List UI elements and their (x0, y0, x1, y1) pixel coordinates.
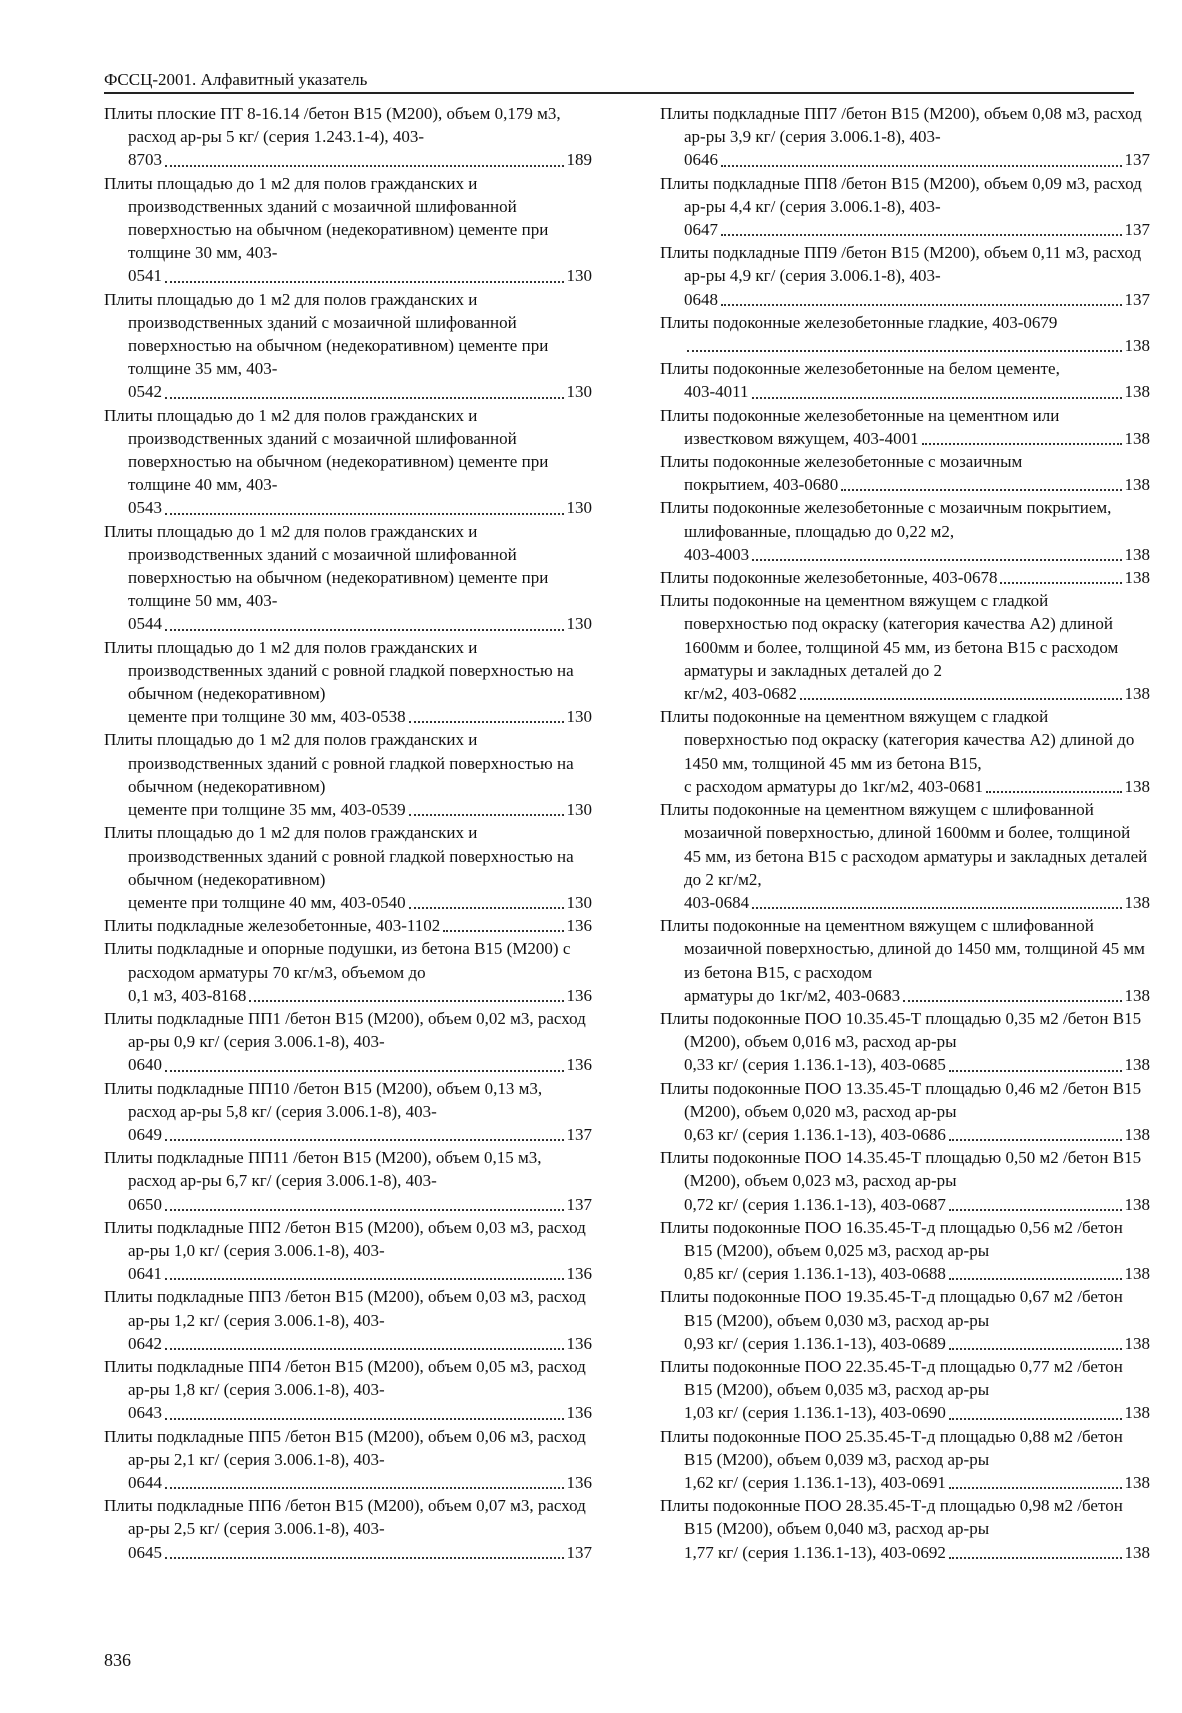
entry-text: Плиты площадью до 1 м2 для полов гражданских и производственных зданий с мозаичной шлифованной поверхностью на обычном (недекоративном) цементе при толщине 30 мм, 403- (104, 173, 549, 263)
entry-text: Плиты подкладные ПП2 /бетон В15 (М200), объем 0,03 м3, расход ар-ры 1,0 кг/ (серия 3.006.1-8), 403- (104, 1217, 586, 1260)
entry-code: 1,03 кг/ (серия 1.136.1-13), 403-0690 (684, 1403, 946, 1423)
entry-text: Плиты подоконные ПОО 13.35.45-Т площадью 0,46 м2 /бетон В15 (М200), объем 0,020 м3, расход ар-ры (660, 1078, 1142, 1121)
entry-page-ref: 136 (566, 1264, 592, 1284)
entry-code: 0641 (128, 1264, 162, 1284)
entry-code: 0650 (128, 1194, 162, 1214)
entry-page-ref: 138 (1124, 544, 1150, 564)
index-entry (104, 288, 592, 404)
index-entry (104, 520, 592, 636)
entry-code: цементе при толщине 35 мм, 403-0539 (128, 800, 406, 820)
index-entry (660, 172, 1150, 242)
dot-leader (800, 698, 1122, 700)
entry-text: Плиты подоконные железобетонные с мозаичным (660, 452, 1023, 472)
dot-leader (165, 1348, 564, 1350)
entry-page-ref: 136 (566, 1055, 592, 1075)
entry-page-ref: 130 (566, 707, 592, 727)
entry-page-ref: 136 (566, 1333, 592, 1353)
entry-page-ref: 130 (566, 800, 592, 820)
entry-code: 0,85 кг/ (серия 1.136.1-13), 403-0688 (684, 1264, 946, 1284)
index-entry (660, 705, 1150, 798)
entry-text: Плиты подкладные ПП9 /бетон В15 (М200), объем 0,11 м3, расход ар-ры 4,9 кг/ (серия 3.006.1-8), 403- (660, 243, 1142, 286)
entry-code: 0644 (128, 1472, 162, 1492)
dot-leader (409, 907, 564, 909)
index-entry (660, 1216, 1150, 1286)
entry-code: 0,1 м3, 403-8168 (128, 985, 247, 1005)
index-entry (104, 914, 592, 937)
entry-last-line (684, 775, 1150, 798)
dot-leader (949, 1209, 1122, 1211)
entry-text: Плиты подкладные ПП4 /бетон В15 (М200), объем 0,05 м3, расход ар-ры 1,8 кг/ (серия 3.006.1-8), 403- (104, 1356, 586, 1400)
entry-last-line (684, 891, 1150, 914)
entry-page-ref: 137 (566, 1124, 592, 1144)
index-entry (104, 1355, 592, 1425)
entry-text: Плиты площадью до 1 м2 для полов гражданских и производственных зданий с мозаичной шлифованной поверхностью на обычном (недекоративном) цементе при толщине 40 мм, 403- (104, 405, 549, 495)
dot-leader (752, 559, 1121, 561)
index-entry (660, 241, 1150, 311)
entry-page-ref: 138 (1124, 336, 1150, 356)
entry-last-line (660, 566, 1150, 589)
dot-leader (165, 1557, 564, 1559)
entry-code: Плиты подоконные железобетонные, 403-0678 (660, 568, 998, 588)
entry-code: 0541 (128, 266, 162, 286)
header-title: ФССЦ-2001. Алфавитный указатель (104, 70, 368, 89)
entry-page-ref: 138 (1124, 684, 1150, 704)
index-entry (104, 1494, 592, 1564)
entry-code: 0,33 кг/ (серия 1.136.1-13), 403-0685 (684, 1055, 946, 1075)
entry-code: 0,72 кг/ (серия 1.136.1-13), 403-0687 (684, 1194, 946, 1214)
entry-last-line (128, 891, 592, 914)
index-entry (660, 1146, 1150, 1216)
entry-page-ref: 130 (566, 266, 592, 286)
entry-code: 403-4003 (684, 544, 750, 564)
dot-leader (986, 791, 1121, 793)
entry-last-line (684, 1541, 1150, 1564)
entry-page-ref: 137 (566, 1542, 592, 1562)
index-entry (660, 914, 1150, 1007)
index-entry (660, 496, 1150, 566)
entry-code: 0649 (128, 1124, 162, 1144)
entry-text: Плиты подоконные ПОО 22.35.45-Т-д площадью 0,77 м2 /бетон В15 (М200), объем 0,035 м3, расход ар-ры (660, 1356, 1123, 1400)
dot-leader (949, 1557, 1122, 1559)
index-column-left (104, 102, 592, 1564)
index-entry (104, 102, 592, 172)
entry-code: 0648 (684, 289, 718, 309)
entry-page-ref: 137 (1124, 289, 1150, 309)
entry-page-ref: 138 (1124, 1542, 1150, 1562)
entry-code: 0,93 кг/ (серия 1.136.1-13), 403-0689 (684, 1333, 946, 1353)
index-entry (660, 1494, 1150, 1564)
index-entry (104, 937, 592, 1007)
dot-leader (721, 234, 1122, 236)
dot-leader (165, 629, 564, 631)
entry-page-ref: 130 (566, 382, 592, 402)
index-entry (660, 589, 1150, 705)
entry-text: Плиты площадью до 1 м2 для полов гражданских и производственных зданий с ровной гладкой поверхностью на обычном (недекоративном) (104, 823, 574, 889)
index-entry (104, 821, 592, 914)
entry-page-ref: 189 (566, 150, 592, 170)
entry-last-line (128, 705, 592, 728)
dot-leader (165, 513, 564, 515)
entry-last-line (684, 1262, 1150, 1285)
entry-page-ref: 137 (566, 1194, 592, 1214)
entry-code: 0543 (128, 498, 162, 518)
entry-page-ref: 136 (566, 1403, 592, 1423)
entry-last-line (684, 1401, 1150, 1424)
entry-code: цементе при толщине 40 мм, 403-0540 (128, 892, 406, 912)
entry-last-line (684, 334, 1150, 357)
entry-last-line (684, 1123, 1150, 1146)
entry-text: Плиты подоконные ПОО 10.35.45-Т площадью 0,35 м2 /бетон В15 (М200), объем 0,016 м3, расход ар-ры (660, 1008, 1142, 1052)
entry-last-line (684, 1471, 1150, 1494)
entry-text: Плиты подоконные ПОО 25.35.45-Т-д площадью 0,88 м2 /бетон В15 (М200), объем 0,039 м3, расход ар-ры (660, 1426, 1123, 1469)
entry-page-ref: 130 (566, 614, 592, 634)
dot-leader (922, 443, 1122, 445)
dot-leader (841, 489, 1121, 491)
entry-page-ref: 136 (566, 985, 592, 1005)
entry-code: 0,63 кг/ (серия 1.136.1-13), 403-0686 (684, 1124, 946, 1144)
index-entry (660, 798, 1150, 914)
entry-page-ref: 138 (1124, 985, 1150, 1005)
entry-code: 0645 (128, 1542, 162, 1562)
entry-last-line (104, 914, 592, 937)
entry-last-line (684, 1053, 1150, 1076)
entry-last-line (128, 496, 592, 519)
entry-last-line (128, 1541, 592, 1564)
entry-code: 0643 (128, 1403, 162, 1423)
dot-leader (165, 1278, 564, 1280)
entry-text: Плиты подоконные железобетонные на цементном или (660, 405, 1060, 425)
entry-last-line (684, 427, 1150, 450)
index-entry (660, 1077, 1150, 1147)
entry-page-ref: 138 (1124, 382, 1150, 402)
index-entry (104, 1425, 592, 1495)
index-entry (660, 1425, 1150, 1495)
index-entry (660, 102, 1150, 172)
entry-last-line (128, 1193, 592, 1216)
dot-leader (721, 165, 1122, 167)
entry-last-line (128, 264, 592, 287)
entry-last-line (684, 543, 1150, 566)
entry-text: Плиты подкладные ПП6 /бетон В15 (М200), объем 0,07 м3, расход ар-ры 2,5 кг/ (серия 3.006.1-8), 403- (104, 1496, 586, 1539)
entry-text: Плиты подоконные на цементном вяжущем с гладкой поверхностью под окраску (категория качества А2) длиной 1600мм и более, толщиной 45 мм, из бетона В15 с расходом арматуры и закладных деталей до 2 (660, 591, 1119, 680)
entry-code: 0647 (684, 220, 718, 240)
index-entry (660, 1355, 1150, 1425)
index-entry (660, 1007, 1150, 1077)
entry-code: 1,62 кг/ (серия 1.136.1-13), 403-0691 (684, 1472, 946, 1492)
entry-last-line (128, 798, 592, 821)
dot-leader (165, 1139, 564, 1141)
entry-page-ref: 130 (566, 892, 592, 912)
entry-page-ref: 137 (1124, 150, 1150, 170)
entry-code: 403-4011 (684, 382, 749, 402)
entry-page-ref: 138 (1124, 428, 1150, 448)
dot-leader (409, 721, 564, 723)
dot-leader (721, 304, 1122, 306)
dot-leader (443, 930, 563, 932)
entry-code: 0642 (128, 1333, 162, 1353)
page-header (104, 70, 1134, 94)
entry-code: 0544 (128, 614, 162, 634)
entry-page-ref: 138 (1124, 1333, 1150, 1353)
entry-last-line (128, 1053, 592, 1076)
entry-last-line (128, 1401, 592, 1424)
entry-code: 8703 (128, 150, 162, 170)
dot-leader (249, 1000, 563, 1002)
index-entry (660, 450, 1150, 496)
entry-code: Плиты подкладные железобетонные, 403-1102 (104, 916, 441, 936)
entry-text: Плиты подоконные ПОО 19.35.45-Т-д площадью 0,67 м2 /бетон В15 (М200), объем 0,030 м3, расход ар-ры (660, 1287, 1123, 1330)
dot-leader (1000, 582, 1121, 584)
entry-last-line (128, 984, 592, 1007)
entry-text: Плиты подоконные на цементном вяжущем с шлифованной мозаичной поверхностью, длиной до 1450 мм, толщиной 45 мм из бетона В15, с расходом (660, 916, 1145, 982)
entry-text: Плиты подоконные на цементном вяжущем с гладкой поверхностью под окраску (категория качества А2) длиной до 1450 мм, толщиной 45 мм из бетона В15, (660, 707, 1135, 773)
entry-text: Плиты подоконные железобетонные на белом цементе, (660, 359, 1060, 379)
entry-last-line (128, 148, 592, 171)
entry-last-line (128, 1123, 592, 1146)
entry-text: Плиты площадью до 1 м2 для полов гражданских и производственных зданий с ровной гладкой поверхностью на обычном (недекоративном) (104, 637, 574, 704)
page-number: 836 (104, 1650, 131, 1670)
entry-last-line (684, 1332, 1150, 1355)
entry-code: 0646 (684, 150, 718, 170)
entry-code: арматуры до 1кг/м2, 403-0683 (684, 985, 901, 1005)
dot-leader (409, 814, 564, 816)
index-entry (104, 1216, 592, 1286)
dot-leader (165, 1209, 564, 1211)
entry-text: Плиты подкладные ПП10 /бетон В15 (М200), объем 0,13 м3, расход ар-ры 5,8 кг/ (серия 3.006.1-8), 403- (104, 1078, 543, 1121)
entry-last-line (684, 218, 1150, 241)
index-entry (104, 172, 592, 288)
dot-leader (949, 1487, 1122, 1489)
entry-last-line (684, 984, 1150, 1007)
entry-code: покрытием, 403-0680 (684, 475, 839, 495)
index-entry (660, 566, 1150, 589)
dot-leader (165, 1070, 564, 1072)
entry-last-line (128, 1262, 592, 1285)
entry-text: Плиты подкладные ПП8 /бетон В15 (М200), объем 0,09 м3, расход ар-ры 4,4 кг/ (серия 3.006.1-8), 403- (660, 173, 1142, 216)
entry-code: известковом вяжущем, 403-4001 (684, 428, 919, 448)
entry-page-ref: 138 (1124, 892, 1150, 912)
entry-last-line (684, 682, 1150, 705)
entry-text: Плиты подоконные железобетонные с мозаичным покрытием, шлифованные, площадью до 0,22 м2, (660, 498, 1112, 541)
index-entry (104, 1146, 592, 1216)
dot-leader (949, 1418, 1122, 1420)
dot-leader (949, 1139, 1122, 1141)
entry-text: Плиты подоконные ПОО 16.35.45-Т-д площадью 0,56 м2 /бетон В15 (М200), объем 0,025 м3, расход ар-ры (660, 1217, 1123, 1260)
entry-code: 0542 (128, 382, 162, 402)
entry-text: Плиты подкладные ПП5 /бетон В15 (М200), объем 0,06 м3, расход ар-ры 2,1 кг/ (серия 3.006.1-8), 403- (104, 1426, 586, 1469)
dot-leader (165, 281, 564, 283)
index-entry (104, 404, 592, 520)
entry-code: 403-0684 (684, 892, 750, 912)
entry-page-ref: 136 (566, 916, 592, 936)
entry-page-ref: 138 (1124, 776, 1150, 796)
dot-leader (687, 350, 1122, 352)
index-entry (660, 311, 1150, 357)
index-entry (660, 404, 1150, 450)
index-entry (104, 728, 592, 821)
entry-last-line (684, 473, 1150, 496)
index-entry (660, 357, 1150, 403)
entry-last-line (684, 1193, 1150, 1216)
dot-leader (903, 1000, 1121, 1002)
entry-page-ref: 137 (1124, 220, 1150, 240)
entry-last-line (684, 380, 1150, 403)
entry-text: Плиты подкладные ПП11 /бетон В15 (М200), объем 0,15 м3, расход ар-ры 6,7 кг/ (серия 3.006.1-8), 403- (104, 1148, 542, 1191)
entry-page-ref: 130 (566, 498, 592, 518)
entry-page-ref: 138 (1124, 1264, 1150, 1284)
index-entry (104, 636, 592, 729)
entry-text: Плиты подкладные ПП1 /бетон В15 (М200), объем 0,02 м3, расход ар-ры 0,9 кг/ (серия 3.006.1-8), 403- (104, 1008, 586, 1052)
dot-leader (752, 397, 1122, 399)
entry-text: Плиты подоконные на цементном вяжущем с шлифованной мозаичной поверхностью, длиной 1600мм и более, толщиной 45 мм, из бетона В15 с расходом арматуры и закладных деталей до 2 кг/м2, (660, 800, 1148, 889)
entry-last-line (128, 380, 592, 403)
entry-page-ref: 138 (1124, 1194, 1150, 1214)
entry-text: Плиты подкладные ПП7 /бетон В15 (М200), объем 0,08 м3, расход ар-ры 3,9 кг/ (серия 3.006.1-8), 403- (660, 104, 1142, 147)
dot-leader (165, 1418, 564, 1420)
entry-page-ref: 138 (1124, 1124, 1150, 1144)
dot-leader (949, 1070, 1122, 1072)
dot-leader (165, 397, 564, 399)
entry-text: Плиты площадью до 1 м2 для полов гражданских и производственных зданий с мозаичной шлифованной поверхностью на обычном (недекоративном) цементе при толщине 35 мм, 403- (104, 289, 549, 379)
index-entry (660, 1285, 1150, 1355)
entry-text: Плиты плоские ПТ 8-16.14 /бетон В15 (М200), объем 0,179 м3, расход ар-ры 5 кг/ (серия 1.243.1-4), 403- (104, 104, 561, 147)
entry-last-line (128, 1332, 592, 1355)
dot-leader (165, 165, 564, 167)
entry-text: Плиты площадью до 1 м2 для полов гражданских и производственных зданий с ровной гладкой поверхностью на обычном (недекоративном) (104, 730, 574, 796)
entry-last-line (128, 612, 592, 635)
entry-page-ref: 138 (1124, 1472, 1150, 1492)
entry-text: Плиты подоконные ПОО 28.35.45-Т-д площадью 0,98 м2 /бетон В15 (М200), объем 0,040 м3, расход ар-ры (660, 1496, 1123, 1539)
entry-code: 1,77 кг/ (серия 1.136.1-13), 403-0692 (684, 1542, 946, 1562)
entry-page-ref: 138 (1124, 568, 1150, 588)
entry-page-ref: 138 (1124, 475, 1150, 495)
entry-text: Плиты подкладные ПП3 /бетон В15 (М200), объем 0,03 м3, расход ар-ры 1,2 кг/ (серия 3.006.1-8), 403- (104, 1287, 586, 1330)
entry-code: кг/м2, 403-0682 (684, 684, 797, 704)
entry-text: Плиты подоконные ПОО 14.35.45-Т площадью 0,50 м2 /бетон В15 (М200), объем 0,023 м3, расход ар-ры (660, 1148, 1142, 1191)
entry-last-line (128, 1471, 592, 1494)
dot-leader (752, 907, 1121, 909)
entry-page-ref: 136 (566, 1472, 592, 1492)
index-column-right (660, 102, 1150, 1564)
entry-text: Плиты площадью до 1 м2 для полов гражданских и производственных зданий с мозаичной шлифованной поверхностью на обычном (недекоративном) цементе при толщине 50 мм, 403- (104, 521, 549, 611)
dot-leader (949, 1278, 1122, 1280)
entry-last-line (684, 148, 1150, 171)
entry-page-ref: 138 (1124, 1055, 1150, 1075)
entry-code: с расходом арматуры до 1кг/м2, 403-0681 (684, 776, 984, 796)
index-entry (104, 1285, 592, 1355)
entry-text: Плиты подоконные железобетонные гладкие, 403-0679 (660, 312, 1058, 332)
index-entry (104, 1007, 592, 1077)
dot-leader (165, 1487, 564, 1489)
index-entry (104, 1077, 592, 1147)
entry-last-line (684, 288, 1150, 311)
entry-text: Плиты подкладные и опорные подушки, из бетона В15 (М200) с расходом арматуры 70 кг/м3, объемом до (104, 939, 571, 982)
entry-page-ref: 138 (1124, 1403, 1150, 1423)
entry-code: цементе при толщине 30 мм, 403-0538 (128, 707, 406, 727)
dot-leader (949, 1348, 1122, 1350)
entry-code: 0640 (128, 1055, 162, 1075)
